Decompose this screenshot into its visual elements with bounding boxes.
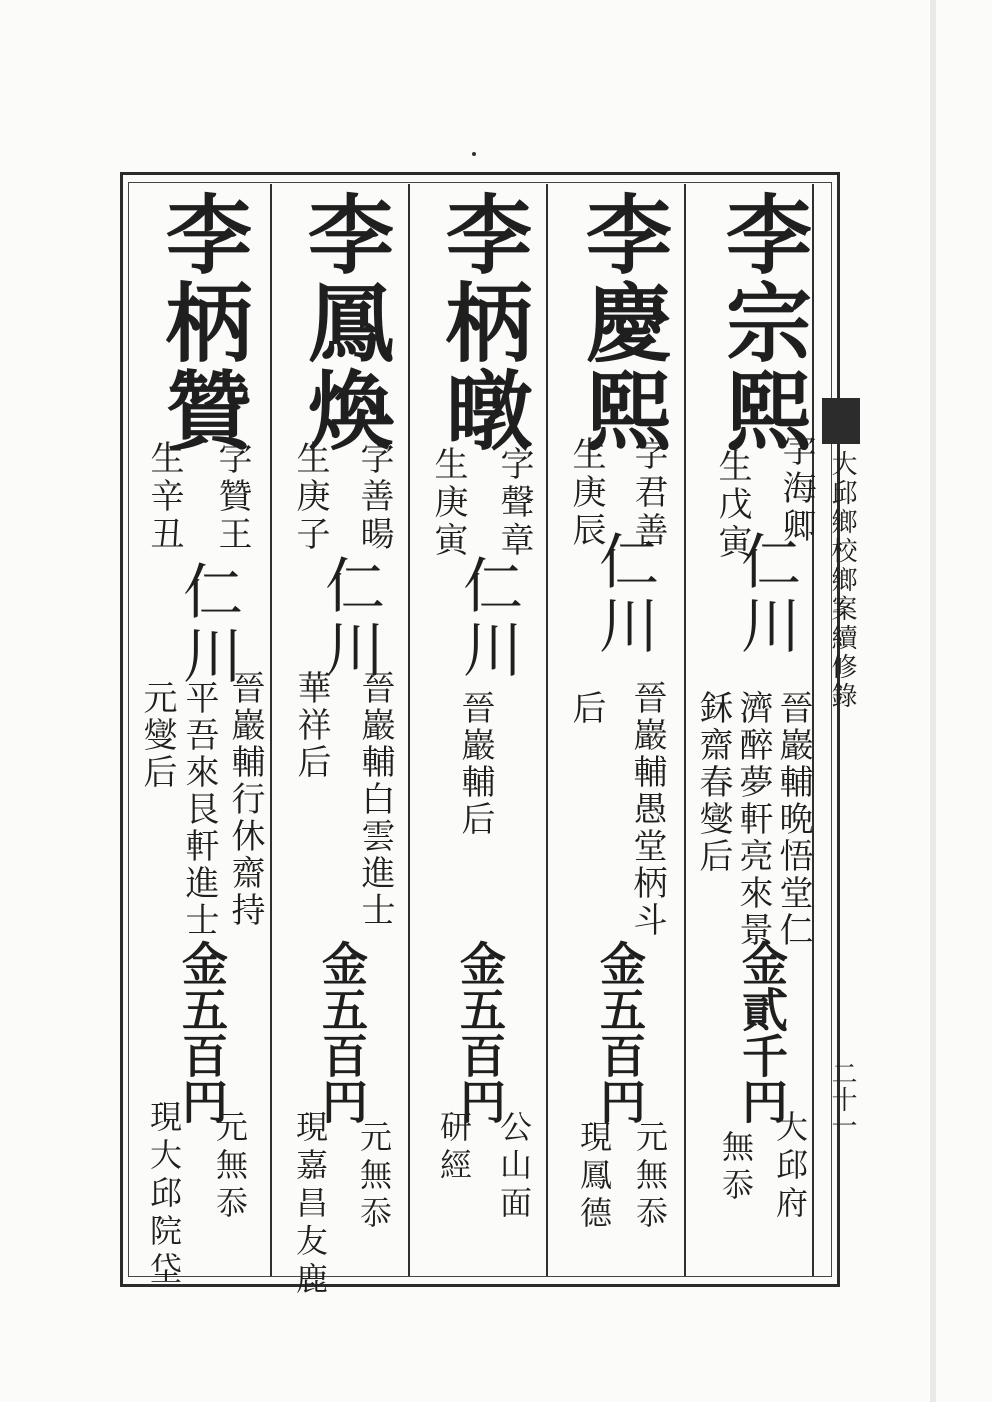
lineage-note: 晉巖輔白雲進士 [355,670,395,929]
donation-amount: 金五百円 [453,940,507,1124]
birth-year: 生辛丑 [144,440,184,554]
page-edge [930,0,936,1402]
entry-name: 李慶熙 [571,190,672,454]
lineage-note: 華祥后 [291,670,331,781]
residence-note: 元無忝 [355,1120,393,1234]
entry-name: 李柄贊 [151,190,252,454]
entry-name: 李宗熙 [711,190,812,454]
entry-name: 李柄暾 [431,190,532,454]
gutter-title: 大邱鄉校鄉案續修錄 [827,450,857,711]
lineage-note: 晉巖輔晩悟堂仁 [773,690,813,949]
column-divider [684,184,686,1276]
lineage-note: 濟醉夢軒亮來景 [733,690,773,949]
residence-note: 現鳳德 [575,1120,613,1234]
residence-note: 元無忝 [631,1120,669,1234]
residence-note: 大邱府 [771,1110,809,1224]
lineage-note: 晉巖輔愚堂柄斗 [627,680,667,939]
birth-year: 生庚子 [290,440,330,554]
clan-origin: 仁川 [453,554,523,682]
courtesy-name: 字善暘 [354,440,394,554]
courtesy-name: 字聲章 [494,446,534,560]
courtesy-name: 字海卿 [776,432,816,546]
entry-name: 李鳳煥 [293,190,394,454]
clan-origin: 仁川 [315,554,385,682]
residence-note: 現大邱院垈 [145,1100,183,1290]
lineage-note: 鉌齋春燮后 [693,690,733,875]
clan-origin: 仁川 [731,530,801,658]
lineage-note: 晉巖輔行休齋持 [225,670,265,929]
column-divider [270,184,272,1276]
birth-year: 生戊寅 [712,448,752,562]
courtesy-name: 字君善 [628,436,668,550]
residence-note: 現嘉昌友鹿 [291,1110,329,1300]
ink-speck [472,152,476,156]
fishtail-mark-icon [822,398,860,444]
residence-note: 研經 [435,1110,473,1186]
courtesy-name: 字贊王 [212,440,252,554]
column-divider [408,184,410,1276]
donation-amount: 金五百円 [175,940,229,1124]
clan-suffix: 后 [566,690,606,728]
residence-note: 元無忝 [211,1110,249,1224]
donation-amount: 金五百円 [593,940,647,1124]
residence-note: 公山面 [495,1110,533,1224]
clan-origin: 仁川 [173,560,243,688]
birth-year: 生庚辰 [566,436,606,550]
clan-origin: 仁川 [589,530,659,658]
column-divider [546,184,548,1276]
lineage-note: 平吾來艮軒進士 [179,680,219,939]
residence-note: 無忝 [717,1130,755,1206]
donation-amount: 金貳千円 [735,940,789,1124]
birth-year: 生庚寅 [428,446,468,560]
lineage-note: 元燮后 [137,680,177,791]
donation-amount: 金五百円 [315,940,369,1124]
page-number: 二十一 [827,1060,857,1138]
lineage-note: 晉巖輔后 [455,690,495,838]
